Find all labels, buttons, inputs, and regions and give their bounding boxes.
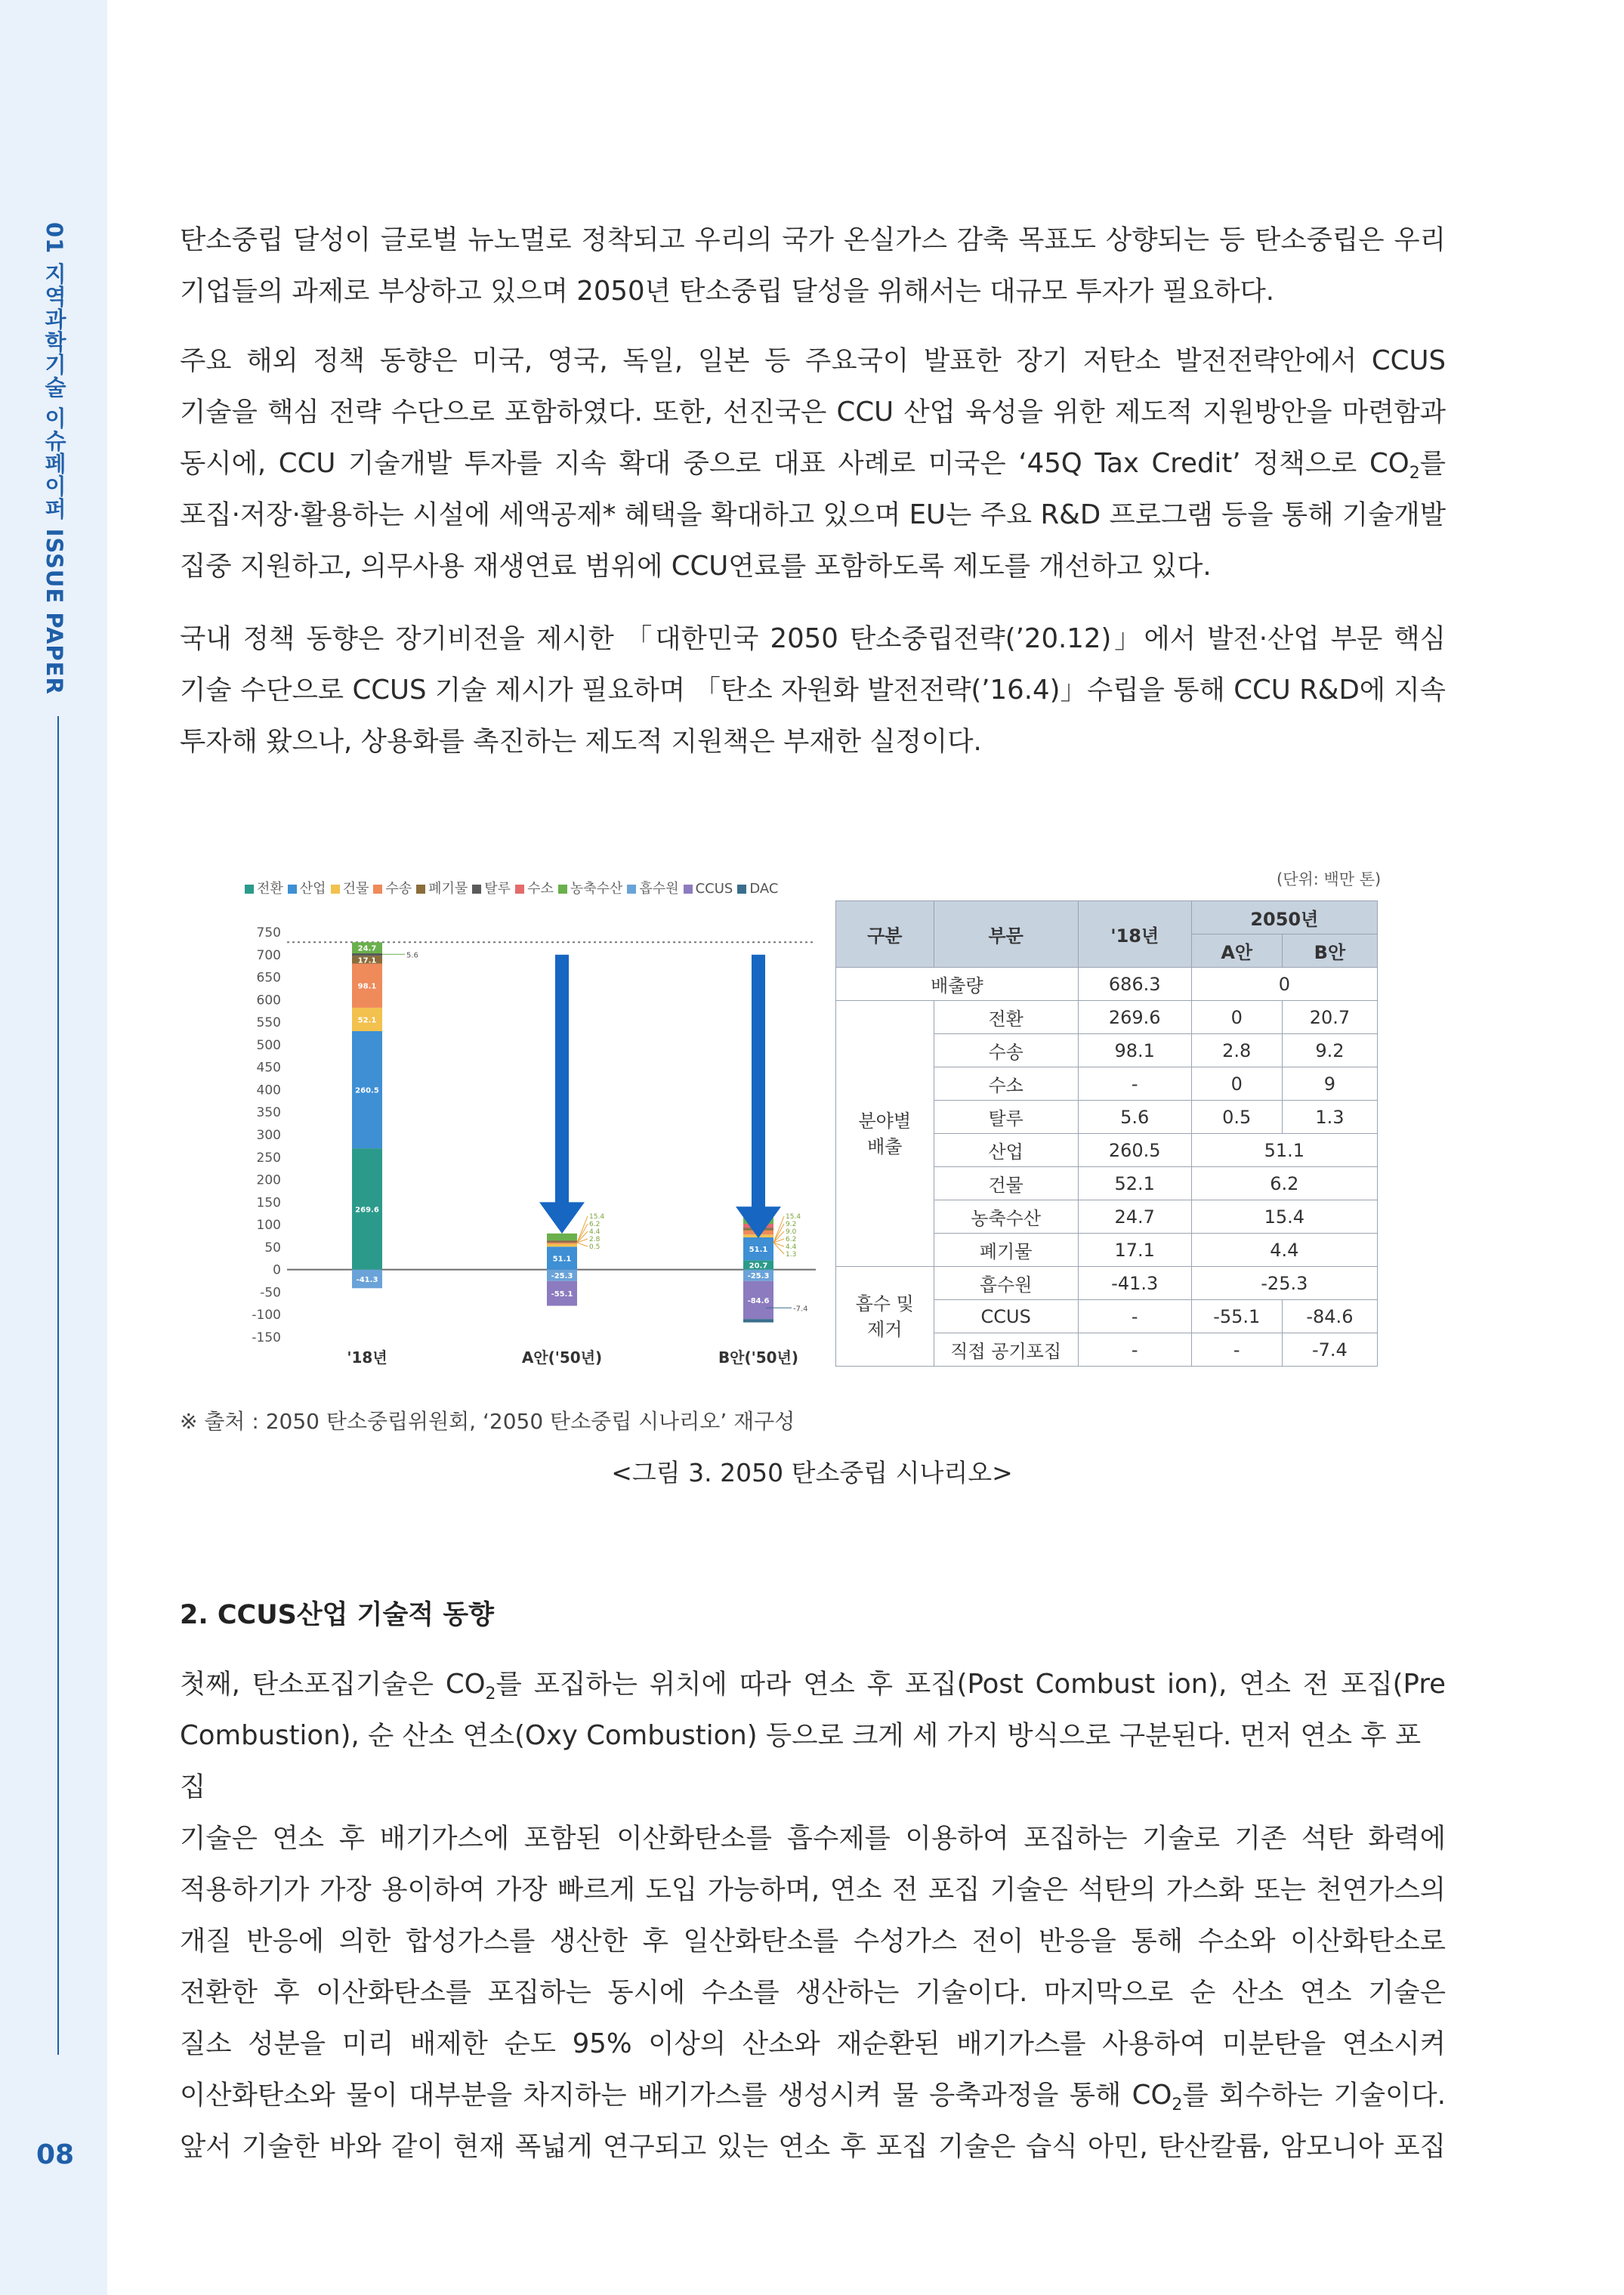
text-segment: 를 포집하는 위치에 따라 연소 후 포집(Post Combust ion), 연소 전 포집(Pre xyxy=(496,1669,1446,1700)
callout-label: 0.5 xyxy=(589,1243,601,1251)
legend-swatch xyxy=(331,885,340,894)
group-sector-emission: 분야별 배출 xyxy=(836,1001,934,1267)
legend-swatch xyxy=(515,885,524,894)
callout-label: 6.2 xyxy=(786,1235,797,1243)
y-tick-label: 300 xyxy=(256,1128,281,1143)
y-tick-label: 50 xyxy=(264,1240,281,1256)
cell: 5.6 xyxy=(1078,1101,1191,1134)
callout-label: -7.4 xyxy=(793,1305,808,1314)
bar-value-label: 52.1 xyxy=(357,1016,377,1025)
bar-segment-0-탈루 xyxy=(352,953,382,956)
text-line: 기술은 연소 후 배기가스에 포함된 이산화탄소를 흡수제를 이용하여 포집하는 기술로 기존 석탄 화력에 xyxy=(180,1823,1446,1854)
bar-value-label: -84.6 xyxy=(747,1296,770,1305)
text-line: 탄소중립 달성이 글로벌 뉴노멀로 정착되고 우리의 국가 온실가스 감축 목표도 상향되는 등 탄소중립은 우리 xyxy=(180,224,1446,255)
cell: 269.6 xyxy=(1078,1001,1191,1034)
callout-leader xyxy=(577,1243,588,1246)
callout-label: 9.2 xyxy=(786,1220,797,1228)
reduction-arrow-shaft xyxy=(555,955,569,1205)
cell: CCUS xyxy=(934,1300,1078,1333)
y-tick-label: -50 xyxy=(260,1285,281,1301)
legend-swatch xyxy=(416,885,425,894)
text-line: 집중 지원하고, 의무사용 재생연료 범위에 CCU연료를 포함하도록 제도를 개선하고 있다. xyxy=(180,551,1212,582)
legend-label: DAC xyxy=(749,881,779,897)
legend-label: 수송 xyxy=(385,881,412,897)
y-tick-label: 450 xyxy=(256,1060,281,1076)
cell: - xyxy=(1191,1333,1282,1367)
cell: 수송 xyxy=(934,1034,1078,1067)
cell: 686.3 xyxy=(1078,968,1191,1001)
subscript: 2 xyxy=(485,1685,496,1704)
cell: 98.1 xyxy=(1078,1034,1191,1067)
cell: - xyxy=(1078,1067,1191,1101)
bar-value-label: 51.1 xyxy=(552,1255,572,1264)
bar-value-label: -25.3 xyxy=(551,1272,573,1281)
bar-value-label: 269.6 xyxy=(355,1206,379,1215)
text-line: 질소 성분을 미리 배제한 순도 95% 이상의 산소와 재순환된 배기가스를 사용하여 미분탄을 연소시켜 xyxy=(180,2028,1446,2059)
paragraph-1 xyxy=(180,215,1446,317)
unit-label: (단위: 백만 톤) xyxy=(1277,870,1382,888)
cell: -25.3 xyxy=(1191,1267,1377,1300)
group-absorption: 흡수 및 제거 xyxy=(836,1267,934,1367)
text-line xyxy=(180,2070,1446,2121)
bar-value-label: 98.1 xyxy=(357,982,377,991)
reduction-arrow-head xyxy=(539,1202,585,1234)
callout-leader xyxy=(773,1216,784,1243)
cell: 20.7 xyxy=(1282,1001,1377,1034)
emission-chart xyxy=(227,903,816,1372)
y-tick-label: -100 xyxy=(252,1308,281,1324)
legend-label: 전환 xyxy=(257,881,283,897)
paragraph-2 xyxy=(180,335,1446,592)
text-segment: 첫째, 탄소포집기술은 CO xyxy=(180,1669,486,1700)
cell: 직접 공기포집 xyxy=(934,1333,1078,1367)
table-row xyxy=(836,968,1378,1001)
cell: 1.3 xyxy=(1282,1101,1377,1134)
legend-label: 흡수원 xyxy=(639,881,679,897)
category-label: B안('50년) xyxy=(718,1348,799,1367)
text-line: 주요 해외 정책 동향은 미국, 영국, 독일, 일본 등 주요국이 발표한 장기 저탄소 발전전략안에서 CCUS xyxy=(180,345,1446,376)
callout-label: 2.8 xyxy=(589,1235,601,1243)
text-line: 개질 반응에 의한 합성가스를 생산한 후 일산화탄소를 수성가스 전이 반응을 통해 수소와 이산화탄소로 xyxy=(180,1926,1446,1957)
legend-swatch xyxy=(627,885,636,894)
header-plan-b: B안 xyxy=(1282,934,1377,968)
legend-swatch xyxy=(558,885,567,894)
header-2018: '18년 xyxy=(1078,901,1191,968)
bar-value-label: 51.1 xyxy=(749,1246,768,1255)
cell: 전환 xyxy=(934,1001,1078,1034)
text-segment: 를 xyxy=(1419,448,1446,479)
y-tick-label: 500 xyxy=(256,1037,281,1053)
text-line: 전환한 후 이산화탄소를 포집하는 동시에 수소를 생산하는 기술이다. 마지막으로 순 산소 연소 기술은 xyxy=(180,1977,1446,2008)
text-line xyxy=(180,438,1446,490)
callout-label: 5.6 xyxy=(406,951,418,960)
bar-value-label: 20.7 xyxy=(749,1262,768,1271)
category-label: A안('50년) xyxy=(521,1348,603,1367)
text-line: 기업들의 과제로 부상하고 있으며 2050년 탄소중립 달성을 위해서는 대규모 투자가 필요하다. xyxy=(180,276,1275,307)
bar-segment-1-건물 xyxy=(547,1244,577,1247)
legend-swatch xyxy=(684,885,693,894)
text-line: 포집·저장·활용하는 시설에 세액공제* 혜택을 확대하고 있으며 EU는 주요 R&D 프로그램 등을 통해 기술개발 xyxy=(180,499,1446,530)
cell: 폐기물 xyxy=(934,1234,1078,1267)
cell: 탈루 xyxy=(934,1101,1078,1134)
callout-label: 4.4 xyxy=(589,1228,601,1236)
y-tick-label: 600 xyxy=(256,993,281,1009)
cell: 0 xyxy=(1191,1067,1282,1101)
cell: 51.1 xyxy=(1191,1134,1377,1167)
cell: -41.3 xyxy=(1078,1267,1191,1300)
y-tick-label: 250 xyxy=(256,1150,281,1166)
legend-label: 농축수산 xyxy=(570,881,623,897)
table-row xyxy=(836,1267,1378,1300)
page-number: 08 xyxy=(36,2139,75,2170)
header-category: 구분 xyxy=(836,901,934,968)
bar-value-label: -41.3 xyxy=(356,1275,378,1284)
legend-label: 수소 xyxy=(527,881,554,897)
bar-value-label: -25.3 xyxy=(747,1272,770,1281)
text-line: 국내 정책 동향은 장기비전을 제시한 「대한민국 2050 탄소중립전략(’20.12)」에서 발전·산업 부문 핵심 xyxy=(180,623,1446,654)
legend-label: 폐기물 xyxy=(428,881,468,897)
legend-label: 탈루 xyxy=(484,881,511,897)
category-label: '18년 xyxy=(347,1348,387,1367)
text-line: 투자해 왔으나, 상용화를 촉진하는 제도적 지원책은 부재한 실정이다. xyxy=(180,726,982,757)
cell: 6.2 xyxy=(1191,1167,1377,1200)
legend-swatch xyxy=(245,885,254,894)
cell: 52.1 xyxy=(1078,1167,1191,1200)
bar-segment-1-농축수산 xyxy=(547,1234,577,1240)
y-tick-label: 650 xyxy=(256,970,281,986)
legend-label: 산업 xyxy=(299,881,326,897)
y-tick-label: 550 xyxy=(256,1015,281,1031)
subscript: 2 xyxy=(1172,2096,1183,2115)
cell: 260.5 xyxy=(1078,1134,1191,1167)
text-segment: 이산화탄소와 물이 대부분을 차지하는 배기가스를 생성시켜 물 응축과정을 통해 CO xyxy=(180,2080,1172,2111)
bar-segment-2-DAC xyxy=(743,1319,773,1322)
legend-swatch xyxy=(288,885,297,894)
reduction-arrow-shaft xyxy=(752,955,765,1209)
cell: 0 xyxy=(1191,968,1377,1001)
cell: 농축수산 xyxy=(934,1200,1078,1234)
sidebar-divider xyxy=(57,716,59,2055)
cell: 흡수원 xyxy=(934,1267,1078,1300)
cell: -55.1 xyxy=(1191,1300,1282,1333)
paragraph-3 xyxy=(180,613,1446,768)
cell: 0.5 xyxy=(1191,1101,1282,1134)
callout-leader xyxy=(577,1216,588,1243)
callout-label: 1.3 xyxy=(786,1250,797,1259)
y-tick-label: -150 xyxy=(252,1330,281,1345)
bar-value-label: 17.1 xyxy=(357,956,377,965)
bar-value-label: 24.7 xyxy=(357,944,377,953)
text-line: Combustion), 순 산소 연소(Oxy Combustion) 등으로 크게 세 가지 방식으로 구분된다. 먼저 연소 후 포집 xyxy=(180,1720,1422,1802)
cell: 9 xyxy=(1282,1067,1377,1101)
legend-label: 건물 xyxy=(342,881,369,897)
cell: - xyxy=(1078,1333,1191,1367)
bar-value-label: 260.5 xyxy=(355,1086,379,1095)
cell: 24.7 xyxy=(1078,1200,1191,1234)
paragraph-4 xyxy=(180,1659,1446,2173)
header-sector: 부문 xyxy=(934,901,1078,968)
bar-segment-1-폐기물 xyxy=(547,1240,577,1243)
text-line: 기술을 핵심 전략 수단으로 포함하였다. 또한, 선진국은 CCU 산업 육성을 위한 제도적 지원방안을 마련함과 xyxy=(180,397,1446,428)
y-tick-label: 700 xyxy=(256,947,281,963)
legend-swatch xyxy=(737,885,746,894)
legend-swatch xyxy=(373,885,382,894)
callout-label: 15.4 xyxy=(786,1212,801,1221)
callout-label: 4.4 xyxy=(786,1243,797,1251)
cell: 9.2 xyxy=(1282,1034,1377,1067)
text-line: 앞서 기술한 바와 같이 현재 폭넓게 연구되고 있는 연소 후 포집 기술은 습식 아민, 탄산칼륨, 암모니아 포집 xyxy=(180,2131,1446,2162)
figure-caption: <그림 3. 2050 탄소중립 시나리오> xyxy=(611,1458,1013,1487)
table-row xyxy=(836,1001,1378,1034)
cell: 4.4 xyxy=(1191,1234,1377,1267)
header-2050: 2050년 xyxy=(1191,901,1377,934)
y-tick-label: 400 xyxy=(256,1083,281,1098)
y-tick-label: 750 xyxy=(256,925,281,941)
cell: 0 xyxy=(1191,1001,1282,1034)
cell: -7.4 xyxy=(1282,1333,1377,1367)
cell: 17.1 xyxy=(1078,1234,1191,1267)
cell: -84.6 xyxy=(1282,1300,1377,1333)
callout-label: 9.0 xyxy=(786,1228,797,1236)
subscript: 2 xyxy=(1409,464,1420,483)
bar-segment-1-수송 xyxy=(547,1243,577,1244)
text-line: 적용하기가 가장 용이하여 가장 빠르게 도입 가능하며, 연소 전 포집 기술은 석탄의 가스화 또는 천연가스의 xyxy=(180,1874,1446,1905)
text-segment: 를 회수하는 기술이다. xyxy=(1182,2080,1446,2111)
y-tick-label: 350 xyxy=(256,1105,281,1121)
text-line xyxy=(180,1659,1446,1710)
text-segment: 동시에, CCU 기술개발 투자를 지속 확대 중으로 대표 사례로 미국은 ‘45Q Tax Credit’ 정책으로 CO xyxy=(180,448,1409,479)
emission-table xyxy=(835,900,1378,1367)
y-tick-label: 200 xyxy=(256,1172,281,1188)
cell: 건물 xyxy=(934,1167,1078,1200)
bar-value-label: -55.1 xyxy=(551,1290,573,1299)
sidebar xyxy=(0,0,107,2295)
y-tick-label: 150 xyxy=(256,1195,281,1211)
legend-label: CCUS xyxy=(695,881,733,897)
cell-emission-label: 배출량 xyxy=(836,968,1079,1001)
chart-legend xyxy=(240,878,778,897)
cell: - xyxy=(1078,1300,1191,1333)
header-plan-a: A안 xyxy=(1191,934,1282,968)
cell: 15.4 xyxy=(1191,1200,1377,1234)
y-tick-label: 100 xyxy=(256,1218,281,1234)
callout-label: 15.4 xyxy=(589,1212,605,1221)
reduction-arrow-head xyxy=(736,1206,781,1238)
y-tick-label: 0 xyxy=(273,1262,281,1278)
legend-swatch xyxy=(472,885,481,894)
section-heading: 2. CCUS산업 기술적 동향 xyxy=(180,1600,494,1630)
cell: 2.8 xyxy=(1191,1034,1282,1067)
cell: 수소 xyxy=(934,1067,1078,1101)
callout-label: 6.2 xyxy=(589,1220,601,1228)
cell: 산업 xyxy=(934,1134,1078,1167)
running-title: 01 지역과학기술 이슈페이퍼 ISSUE PAPER xyxy=(42,222,67,695)
text-line: 기술 수단으로 CCUS 기술 제시가 필요하며 「탄소 자원화 발전전략(’16.4)」수립을 통해 CCU R&D에 지속 xyxy=(180,675,1446,706)
figure-source: ※ 출처 : 2050 탄소중립위원회, ‘2050 탄소중립 시나리오’ 재구성 xyxy=(180,1409,795,1434)
